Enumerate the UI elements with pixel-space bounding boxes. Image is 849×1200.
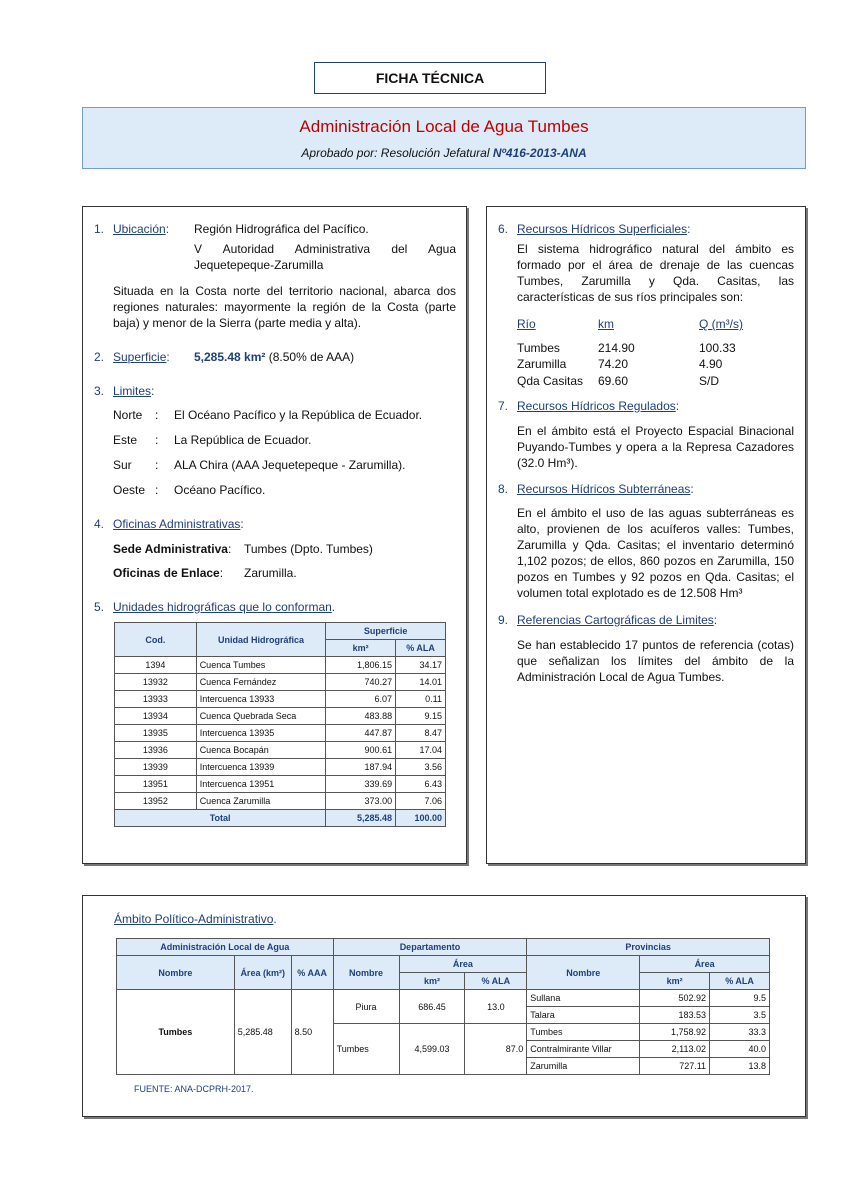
sede-administrativa: Sede Administrativa:: [113, 542, 232, 556]
col-superficie: Superficie: [326, 623, 446, 640]
col-ala-pct: % AAA: [291, 956, 333, 990]
col-unidad: Unidad Hidrográfica: [196, 623, 326, 657]
table-row: 13951 Intercuenca 13951 339.69 6.43: [115, 776, 446, 793]
col-dep-nombre: Nombre: [333, 956, 399, 990]
table-row: Tumbes 5,285.48 8.50 Piura 686.45 13.0 Sullana 502.92 9.5: [117, 990, 770, 1007]
section-7-heading: Recursos Hídricos Regulados:: [517, 399, 680, 413]
section-8-num: 8.: [498, 482, 509, 496]
rio-q: S/D: [699, 374, 720, 388]
rio-name: Qda Casitas: [517, 374, 584, 388]
col-pct-ala: % ALA: [396, 640, 446, 657]
section-9-heading: Referencias Cartográficas de Limites:: [517, 613, 718, 627]
col-km2: km²: [326, 640, 396, 657]
section-2-heading: Superficie:: [113, 350, 170, 364]
q-header: Q (m³/s): [699, 317, 743, 331]
section-7-num: 7.: [498, 399, 509, 413]
limit-este-value: La República de Ecuador.: [174, 433, 312, 447]
limit-sur-key: Sur: [113, 458, 132, 472]
section-6-para: El sistema hidrográfico natural del ámbito es formado por el área de drenaje de las cuencas Tumbes, Zarumilla y Qda. Casitas, las características de sus ríos principales son:: [517, 242, 794, 304]
rio-q: 4.90: [699, 357, 723, 371]
rio-km: 74.20: [598, 357, 629, 371]
ambito-table: [116, 938, 770, 1075]
table-row: 13939 Intercuenca 13939 187.94 3.56: [115, 759, 446, 776]
section-1-heading: Ubicación:: [113, 222, 170, 236]
section-5-num: 5.: [94, 600, 105, 614]
section-1-line1: Región Hidrográfica del Pacífico.: [194, 222, 369, 236]
rio-header: Río: [517, 317, 536, 331]
section-2-value: 5,285.48 km² (8.50% de AAA): [194, 350, 355, 364]
section-2-num: 2.: [94, 350, 105, 364]
table-row: Tumbes 4,599.03 87.0 Tumbes 1,758.92 33.3: [117, 1024, 770, 1041]
table-row: Contralmirante Villar 2,113.02 40.0: [117, 1041, 770, 1058]
section-3-num: 3.: [94, 384, 105, 398]
col-departamento: Departamento: [333, 939, 527, 956]
table-total-row: Total 5,285.48 100.00: [115, 810, 446, 827]
section-6-num: 6.: [498, 222, 509, 236]
col-ala: Administración Local de Agua: [117, 939, 334, 956]
section-6-heading: Recursos Hídricos Superficiales:: [517, 222, 691, 236]
table-row: 13952 Cuenca Zarumilla 373.00 7.06: [115, 793, 446, 810]
rio-km: 214.90: [598, 341, 635, 355]
col-prov-area: Área: [640, 956, 770, 973]
ficha-tecnica-title: FICHA TÉCNICA: [314, 62, 546, 94]
col-dep-km: km²: [399, 973, 465, 990]
table-row: Zarumilla 727.11 13.8: [117, 1058, 770, 1075]
table-row: 13936 Cuenca Bocapán 900.61 17.04: [115, 742, 446, 759]
rio-name: Zarumilla: [517, 357, 567, 371]
table-row: 13935 Intercuenca 13935 447.87 8.47: [115, 725, 446, 742]
limit-este-sep: :: [155, 433, 159, 447]
section-5-heading: Unidades hidrográficas que lo conforman.: [113, 600, 336, 614]
limit-sur-value: ALA Chira (AAA Jequetepeque - Zarumilla).: [174, 458, 406, 472]
col-prov-km: km²: [640, 973, 710, 990]
section-4-num: 4.: [94, 517, 105, 531]
section-1-num: 1.: [94, 222, 105, 236]
approval-number: Nº416: [492, 146, 526, 160]
section-1-line2: V Autoridad Administrativa del Agua Jequetepeque-Zarumilla: [194, 242, 456, 272]
col-cod: Cod.: [115, 623, 197, 657]
section-1-para: Situada en la Costa norte del territorio nacional, abarca dos regiones naturales: mayormente la región de la Costa (parte baja) y menor de la Sierra (parte media y alta).: [113, 284, 456, 330]
limit-norte-key: Norte: [113, 408, 143, 422]
table-row: 13932 Cuenca Fernández 740.27 14.01: [115, 674, 446, 691]
section-8-para: En el ámbito el uso de las aguas subterráneas es alto, provienen de los acuíferos valles: Tumbes, Zarumilla y Qda. Casitas; el inventario determinó 1,102 pozos; de ellos, 860 pozos en Zarumilla, 150 pozos en Tumbes y 92 pozos en Qda. Casitas; el volumen total explotado es de 12.508 Hm³: [517, 506, 794, 600]
table-row: 13934 Cuenca Quebrada Seca 483.88 9.15: [115, 708, 446, 725]
col-ala-nombre: Nombre: [117, 956, 235, 990]
limit-oeste-sep: :: [155, 483, 159, 497]
col-provincias: Provincias: [527, 939, 770, 956]
limit-norte-sep: :: [155, 408, 159, 422]
col-ala-area: Área (km²): [234, 956, 291, 990]
oficinas-enlace: Oficinas de Enlace:: [113, 566, 224, 580]
section-4-heading: Oficinas Administrativas:: [113, 517, 244, 531]
section-9-num: 9.: [498, 613, 509, 627]
table-row: Talara 183.53 3.5: [117, 1007, 770, 1024]
table-row: 1394 Cuenca Tumbes 1,806.15 34.17: [115, 657, 446, 674]
section-3-heading: Limites:: [113, 384, 155, 398]
source-note: FUENTE: ANA-DCPRH-2017.: [134, 1084, 254, 1094]
approval-suffix: -2013-ANA: [525, 146, 587, 160]
limit-este-key: Este: [113, 433, 138, 447]
col-dep-pct: % ALA: [465, 973, 527, 990]
enlace-value: Zarumilla.: [244, 566, 297, 580]
limit-sur-sep: :: [155, 458, 159, 472]
section-8-heading: Recursos Hídricos Subterráneas:: [517, 482, 694, 496]
rio-km: 69.60: [598, 374, 629, 388]
section-9-para: Se han establecido 17 puntos de referencia (cotas) que señalizan los límites del ámbito de la Administración Local de Agua Tumbes.: [517, 638, 794, 684]
col-prov-pct: % ALA: [710, 973, 770, 990]
approval-prefix: Aprobado por: Resolución Jefatural: [301, 146, 493, 160]
approval-note: [83, 146, 805, 160]
km-header: km: [598, 317, 614, 331]
ambito-heading: Ámbito Político-Administrativo.: [114, 912, 277, 926]
page-title: Administración Local de Agua Tumbes: [299, 117, 589, 136]
rio-name: Tumbes: [517, 341, 560, 355]
unidades-table: [114, 622, 446, 827]
limit-norte-value: El Océano Pacífico y la República de Ecuador.: [174, 408, 423, 422]
col-prov-nombre: Nombre: [527, 956, 640, 990]
limit-oeste-value: Océano Pacífico.: [174, 483, 266, 497]
col-dep-area: Área: [399, 956, 527, 973]
rio-q: 100.33: [699, 341, 736, 355]
table-row: 13933 Intercuenca 13933 6.07 0.11: [115, 691, 446, 708]
sede-value: Tumbes (Dpto. Tumbes): [244, 542, 373, 556]
header-banner: [82, 107, 806, 169]
limit-oeste-key: Oeste: [113, 483, 146, 497]
section-7-para: En el ámbito está el Proyecto Espacial Binacional Puyando-Tumbes y opera a la Represa Cazadores (32.0 Hm³).: [517, 424, 794, 470]
